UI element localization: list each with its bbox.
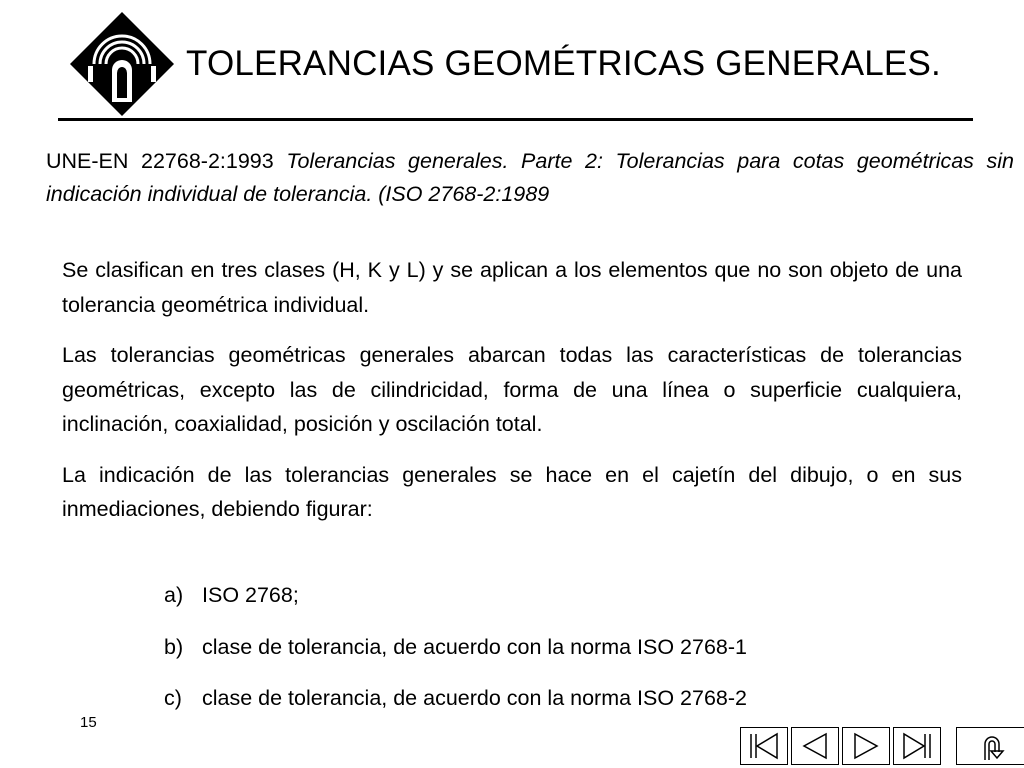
last-slide-button[interactable] [893, 727, 941, 765]
list-item [164, 683, 747, 713]
list-marker: a) [164, 583, 184, 607]
slide-navigation [740, 727, 1024, 767]
previous-slide-button[interactable] [791, 727, 839, 765]
slide-title: TOLERANCIAS GEOMÉTRICAS GENERALES. [186, 44, 941, 83]
return-button[interactable] [956, 727, 1024, 765]
title-divider [58, 118, 973, 121]
standard-reference [46, 145, 1014, 211]
previous-slide-icon [798, 731, 832, 761]
list-text: clase de tolerancia, de acuerdo con la norma ISO 2768-2 [202, 686, 747, 710]
standard-code: UNE-EN 22768-2:1993 [46, 149, 274, 173]
list-marker: c) [164, 686, 182, 710]
slide-body [62, 253, 962, 543]
paragraph-indication: La indicación de las tolerancias generales se hace en el cajetín del dibujo, o en sus inmediaciones, debiendo figurar: [62, 462, 962, 521]
paragraph-classes: Se clasifican en tres clases (H, K y L) y se aplican a los elementos que no son objeto de una tolerancia geométrica individual. [62, 258, 962, 317]
last-slide-icon [900, 731, 934, 761]
list-text: clase de tolerancia, de acuerdo con la norma ISO 2768-1 [202, 635, 747, 659]
standard-title: Tolerancias generales. Parte 2: Tolerancias para cotas geométricas sin indicación individual de tolerancia. (ISO 2768-2:1989 [46, 149, 1014, 206]
list-text: ISO 2768; [202, 583, 299, 607]
next-slide-icon [849, 731, 883, 761]
page-number: 15 [80, 714, 97, 731]
list-item [164, 580, 299, 610]
next-slide-button[interactable] [842, 727, 890, 765]
return-icon [974, 730, 1008, 762]
paragraph-scope: Las tolerancias geométricas generales abarcan todas las características de tolerancias geométricas, excepto las de cilindricidad, forma de una línea o superficie cualquiera, inclinación, coaxialidad, posición y oscilación total. [62, 343, 962, 436]
first-slide-button[interactable] [740, 727, 788, 765]
university-arch-emblem-icon [68, 10, 176, 118]
list-item [164, 632, 747, 662]
list-marker: b) [164, 635, 184, 659]
first-slide-icon [747, 731, 781, 761]
